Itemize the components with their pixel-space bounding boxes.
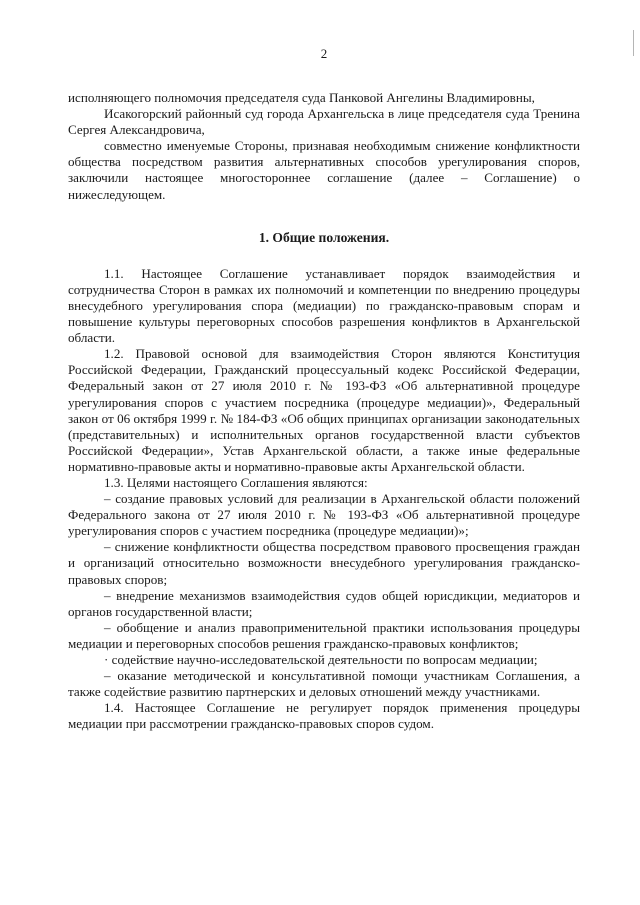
- goal-item-2: – снижение конфликтности общества посредством правового просвещения граждан и организаций относительно возможности внесудебного урегулирования гражданско-правовых споров;: [68, 539, 580, 587]
- clause-1-2: 1.2. Правовой основой для взаимодействия Сторон являются Конституция Российской Федерации, Гражданский процессуальный кодекс Российской Федерации, Федеральный закон от 27 июля 2010 г. № 193-ФЗ «Об альтернативной процедуре урегулирования споров с участием посредника (процедуре медиации)», Федеральный закон от 06 октября 1999 г. № 184-ФЗ «Об общих принципах организации законодательных (представительных) и исполнительных органов государственной власти субъектов Российской Федерации», Устав Архангельской области, а также иные федеральные нормативно-правовые акты и нормативно-правовые акты Архангельской области.: [68, 346, 580, 474]
- clause-1-4: 1.4. Настоящее Соглашение не регулирует порядок применения процедуры медиации при рассмотрении гражданско-правовых споров судом.: [68, 700, 580, 732]
- goal-item-5: · содействие научно-исследовательской деятельности по вопросам медиации;: [104, 652, 538, 667]
- clause-1-3: 1.3. Целями настоящего Соглашения являются:: [104, 474, 368, 490]
- goal-item-4: – обобщение и анализ правоприменительной практики использования процедуры медиации и переговорных способов решения гражданско-правовых конфликтов;: [68, 619, 580, 651]
- clause-1-1: 1.1. Настоящее Соглашение устанавливает порядок взаимодействия и сотрудничества Сторон в рамках их полномочий и компетенции по внедрению процедуры внесудебного урегулирования спора (медиации) по гражданско-правовым спорам и повышение культуры переговорных способов разрешения конфликтов в Архангельской области.: [68, 265, 580, 346]
- section-heading: 1. Общие положения.: [258, 229, 390, 245]
- intro-paragraph-1: исполняющего полномочия председателя суда Панковой Ангелины Владимировны,: [68, 90, 535, 105]
- document-body: [68, 90, 580, 732]
- page-number: 2: [320, 46, 328, 61]
- scan-edge-mark: [625, 30, 634, 56]
- intro-paragraph-2: Исакогорский районный суд города Архангельска в лице председателя суда Тренина Сергея Александровича,: [68, 106, 580, 138]
- goal-item-3: – внедрение механизмов взаимодействия судов общей юрисдикции, медиаторов и органов государственной власти;: [68, 587, 580, 619]
- intro-paragraph-3: совместно именуемые Стороны, признавая необходимым снижение конфликтности общества посредством развития альтернативных способов урегулирования споров, заключили настоящее многостороннее соглашение (далее – Соглашение) о нижеследующем.: [68, 138, 580, 202]
- goal-item-1: – создание правовых условий для реализации в Архангельской области положений Федерального закона от 27 июля 2010 г. № 193-ФЗ «Об альтернативной процедуре урегулирования споров с участием посредника (процедуре медиации)»;: [68, 491, 580, 539]
- goal-item-6: – оказание методической и консультативной помощи участникам Соглашения, а также содействие развитию партнерских и деловых отношений между участниками.: [68, 668, 580, 700]
